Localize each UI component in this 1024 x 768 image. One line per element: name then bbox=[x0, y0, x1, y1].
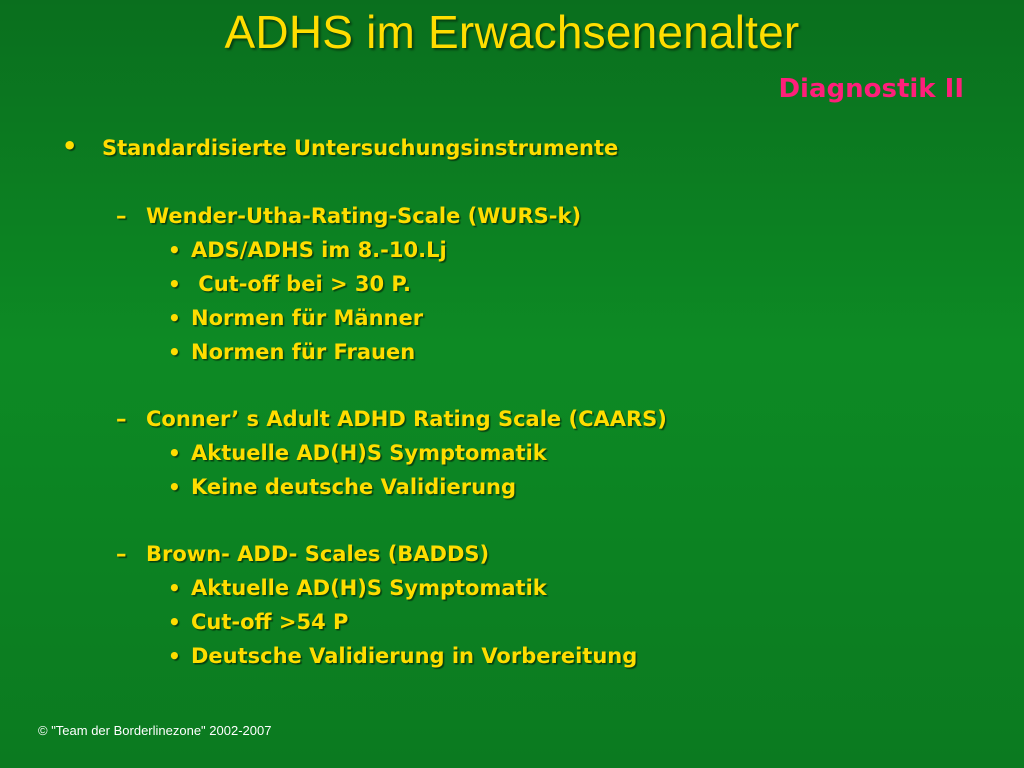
dash-icon: – bbox=[116, 407, 127, 431]
list-item: Keine deutsche Validierung bbox=[191, 475, 516, 499]
bullet-icon: • bbox=[168, 576, 181, 600]
list-item: Cut-off bei > 30 P. bbox=[191, 272, 411, 296]
bullet-icon: • bbox=[168, 340, 181, 364]
bullet-icon: • bbox=[168, 644, 181, 668]
section-heading: Wender-Utha-Rating-Scale (WURS-k) bbox=[146, 204, 582, 228]
copyright-footer: © "Team der Borderlinezone" 2002-2007 bbox=[38, 723, 272, 738]
bullet-icon: • bbox=[168, 306, 181, 330]
slide-title: ADHS im Erwachsenenalter bbox=[224, 6, 800, 58]
bullet-icon: • bbox=[62, 132, 78, 160]
list-item: Cut-off >54 P bbox=[191, 610, 349, 634]
section-heading: Conner’ s Adult ADHD Rating Scale (CAARS) bbox=[146, 407, 667, 431]
bullet-icon: • bbox=[168, 610, 181, 634]
slide-subtitle: Diagnostik II bbox=[778, 74, 964, 104]
main-bullet-text: Standardisierte Untersuchungsinstrumente bbox=[102, 136, 619, 160]
dash-icon: – bbox=[116, 204, 127, 228]
list-item: Aktuelle AD(H)S Symptomatik bbox=[191, 441, 547, 465]
list-item: Aktuelle AD(H)S Symptomatik bbox=[191, 576, 547, 600]
list-item: Normen für Frauen bbox=[191, 340, 416, 364]
bullet-icon: • bbox=[168, 272, 181, 296]
list-item: Normen für Männer bbox=[191, 306, 424, 330]
bullet-icon: • bbox=[168, 475, 181, 499]
dash-icon: – bbox=[116, 542, 127, 566]
bullet-icon: • bbox=[168, 238, 181, 262]
list-item: Deutsche Validierung in Vorbereitung bbox=[191, 644, 638, 668]
section-heading: Brown- ADD- Scales (BADDS) bbox=[146, 542, 490, 566]
bullet-icon: • bbox=[168, 441, 181, 465]
list-item: ADS/ADHS im 8.-10.Lj bbox=[191, 238, 447, 262]
